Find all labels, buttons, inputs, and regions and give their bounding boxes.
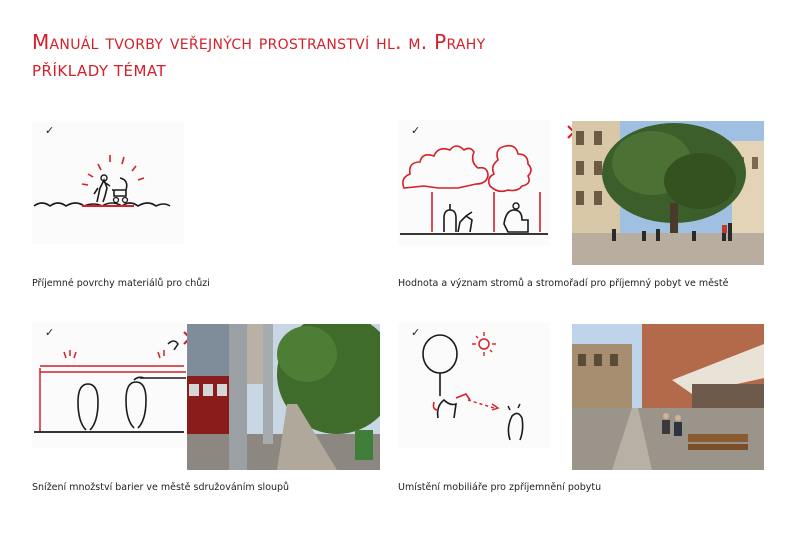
photo-tree-square: [572, 121, 764, 265]
sketch-furniture: [398, 322, 550, 448]
sketch-trees: [398, 120, 550, 246]
checkmark-icon: ✓: [45, 326, 55, 339]
sketch-walking-surfaces: [32, 122, 184, 244]
document-subtitle: PŘÍKLADY TÉMAT: [32, 62, 167, 80]
panel-caption: Hodnota a význam stromů a stromořadí pro příjemný pobyt ve městě: [398, 278, 729, 289]
panel-caption: Snížení množství barier ve městě sdružováním sloupů: [32, 482, 290, 493]
checkmark-icon: ✓: [411, 326, 421, 339]
sketch-poles: [32, 322, 186, 448]
checkmark-icon: ✓: [45, 124, 55, 137]
checkmark-icon: ✓: [411, 124, 421, 137]
panel-caption: Příjemné povrchy materiálů pro chůzi: [32, 278, 210, 289]
photo-bench-street: [572, 324, 764, 470]
photo-pole-street: [187, 324, 380, 470]
panel-caption: Umístění mobiliáře pro zpříjemnění pobytu: [398, 482, 602, 493]
document-title: Manuál tvorby veřejných prostranství hl. m. Prahy: [32, 30, 486, 54]
